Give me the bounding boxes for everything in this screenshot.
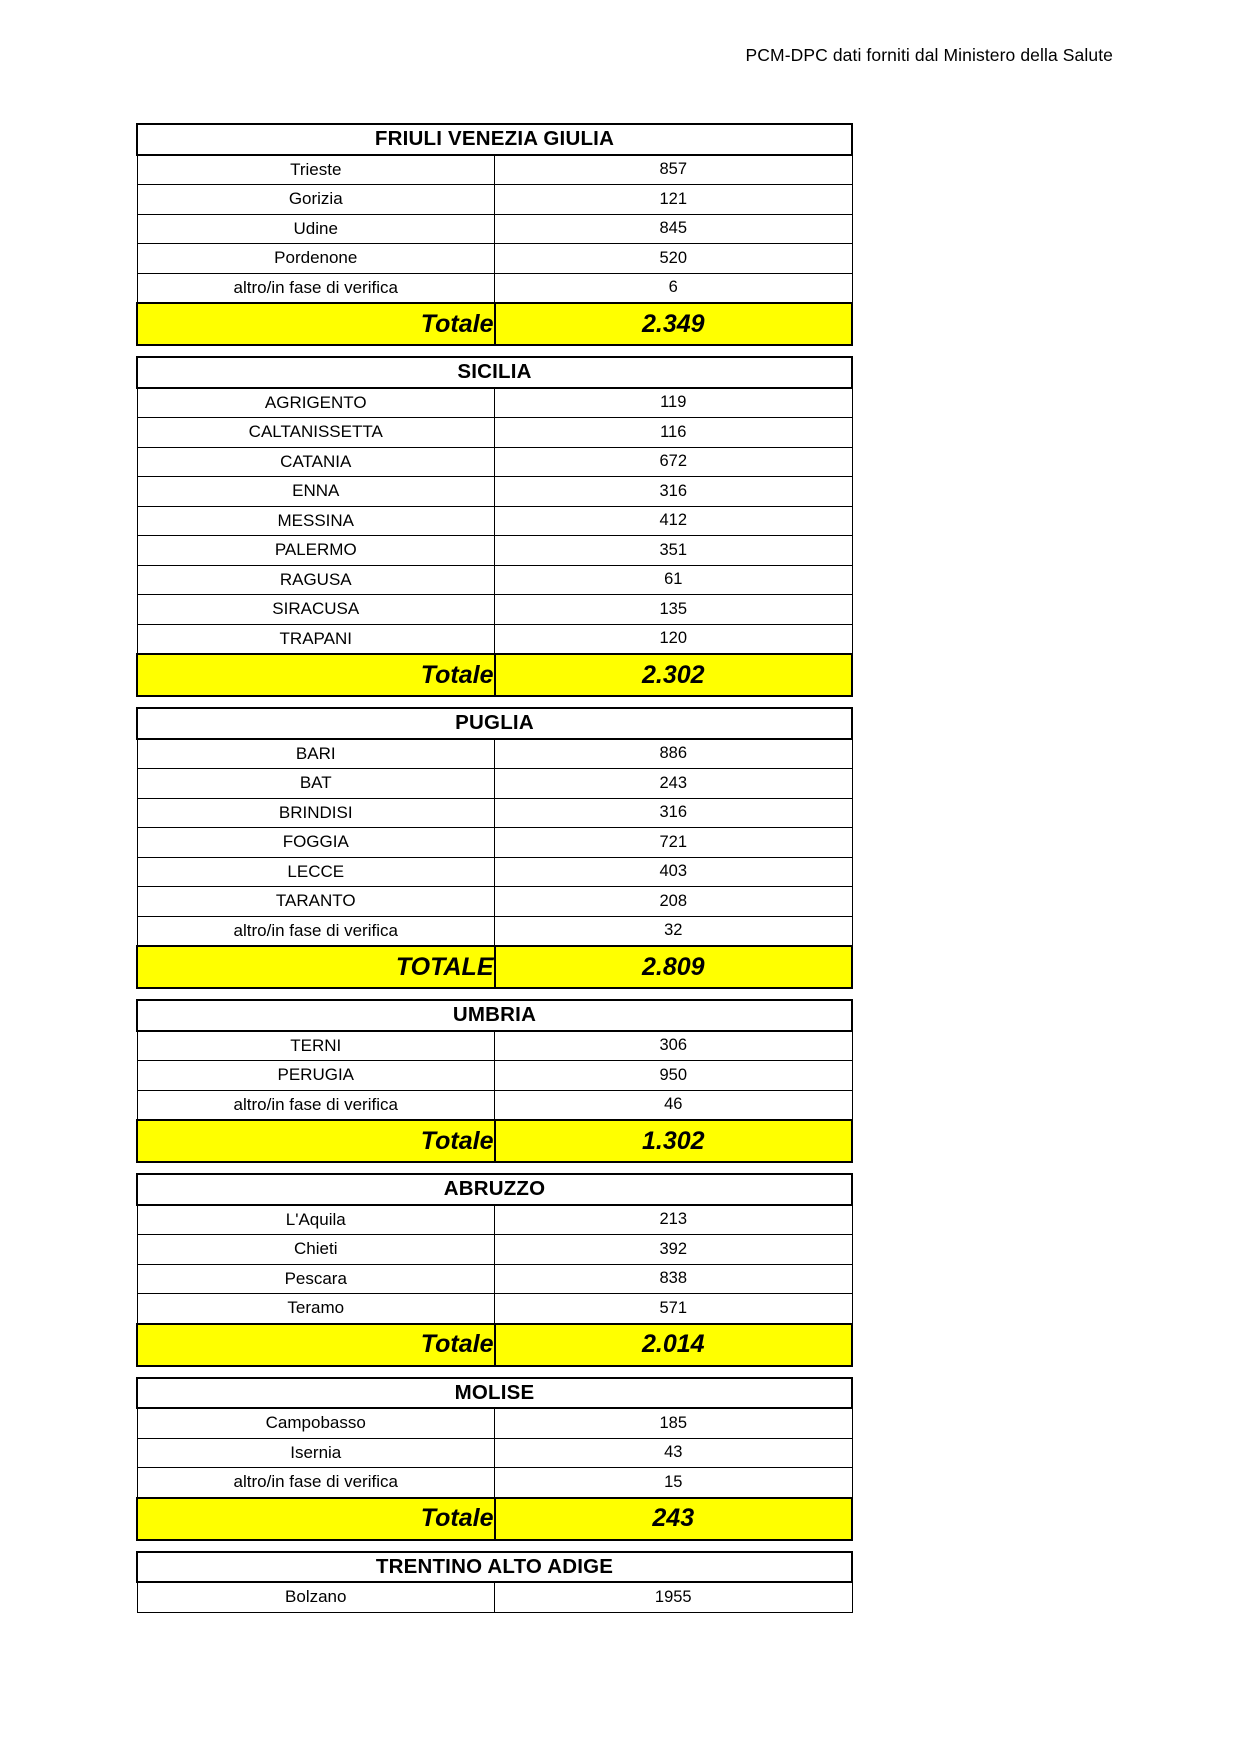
region-title-row xyxy=(137,708,852,739)
region-table xyxy=(136,1377,853,1541)
table-row xyxy=(137,418,852,448)
region-total-label: Totale xyxy=(137,303,495,345)
region-table xyxy=(136,707,853,989)
table-row xyxy=(137,244,852,274)
region-total-row xyxy=(137,1120,852,1162)
province-name: LECCE xyxy=(137,857,495,887)
province-value: 886 xyxy=(495,739,853,769)
table-row xyxy=(137,1264,852,1294)
province-name: AGRIGENTO xyxy=(137,388,495,418)
region-total-row xyxy=(137,1324,852,1366)
region-title: MOLISE xyxy=(137,1378,852,1409)
province-value: 950 xyxy=(495,1061,853,1091)
region-title: PUGLIA xyxy=(137,708,852,739)
province-value: 43 xyxy=(495,1438,853,1468)
table-row xyxy=(137,916,852,946)
province-value: 306 xyxy=(495,1031,853,1061)
province-name: altro/in fase di verifica xyxy=(137,1468,495,1498)
region-total-row xyxy=(137,654,852,696)
province-value: 721 xyxy=(495,828,853,858)
province-name: altro/in fase di verifica xyxy=(137,273,495,303)
province-value: 120 xyxy=(495,624,853,654)
province-value: 316 xyxy=(495,798,853,828)
table-row xyxy=(137,506,852,536)
table-row xyxy=(137,887,852,917)
region-total-label: Totale xyxy=(137,654,495,696)
table-row xyxy=(137,477,852,507)
province-value: 208 xyxy=(495,887,853,917)
table-row xyxy=(137,769,852,799)
province-name: BAT xyxy=(137,769,495,799)
table-row xyxy=(137,1438,852,1468)
province-name: altro/in fase di verifica xyxy=(137,916,495,946)
province-name: altro/in fase di verifica xyxy=(137,1090,495,1120)
region-title-row xyxy=(137,1378,852,1409)
region-table xyxy=(136,356,853,697)
region-title: SICILIA xyxy=(137,357,852,388)
province-name: ENNA xyxy=(137,477,495,507)
region-title-row xyxy=(137,357,852,388)
province-value: 412 xyxy=(495,506,853,536)
province-value: 135 xyxy=(495,595,853,625)
province-value: 15 xyxy=(495,1468,853,1498)
table-row xyxy=(137,388,852,418)
region-total-value: 1.302 xyxy=(495,1120,853,1162)
province-value: 185 xyxy=(495,1408,853,1438)
province-name: Bolzano xyxy=(137,1582,495,1612)
province-value: 857 xyxy=(495,155,853,185)
region-title: UMBRIA xyxy=(137,1000,852,1031)
table-row xyxy=(137,1061,852,1091)
province-name: Pordenone xyxy=(137,244,495,274)
province-value: 392 xyxy=(495,1235,853,1265)
province-name: SIRACUSA xyxy=(137,595,495,625)
region-table xyxy=(136,123,853,346)
province-value: 316 xyxy=(495,477,853,507)
region-table xyxy=(136,1551,853,1613)
region-total-value: 2.349 xyxy=(495,303,853,345)
region-total-value: 2.302 xyxy=(495,654,853,696)
province-value: 116 xyxy=(495,418,853,448)
province-value: 571 xyxy=(495,1294,853,1324)
table-row xyxy=(137,185,852,215)
table-row xyxy=(137,828,852,858)
region-table xyxy=(136,1173,853,1367)
province-value: 213 xyxy=(495,1205,853,1235)
province-value: 32 xyxy=(495,916,853,946)
province-name: Udine xyxy=(137,214,495,244)
province-value: 6 xyxy=(495,273,853,303)
province-name: CATANIA xyxy=(137,447,495,477)
province-name: Trieste xyxy=(137,155,495,185)
table-row xyxy=(137,624,852,654)
table-row xyxy=(137,273,852,303)
province-name: CALTANISSETTA xyxy=(137,418,495,448)
region-total-value: 243 xyxy=(495,1498,853,1540)
province-value: 46 xyxy=(495,1090,853,1120)
region-total-label: Totale xyxy=(137,1324,495,1366)
table-row xyxy=(137,1235,852,1265)
region-total-row xyxy=(137,1498,852,1540)
table-row xyxy=(137,155,852,185)
province-name: TARANTO xyxy=(137,887,495,917)
region-title-row xyxy=(137,1000,852,1031)
region-total-label: TOTALE xyxy=(137,946,495,988)
region-title-row xyxy=(137,124,852,155)
table-row xyxy=(137,447,852,477)
table-row xyxy=(137,1294,852,1324)
region-title-row xyxy=(137,1552,852,1583)
province-value: 520 xyxy=(495,244,853,274)
province-name: PERUGIA xyxy=(137,1061,495,1091)
table-row xyxy=(137,536,852,566)
region-total-label: Totale xyxy=(137,1498,495,1540)
region-total-value: 2.014 xyxy=(495,1324,853,1366)
province-name: Campobasso xyxy=(137,1408,495,1438)
table-row xyxy=(137,1090,852,1120)
table-row xyxy=(137,857,852,887)
province-name: MESSINA xyxy=(137,506,495,536)
region-title: FRIULI VENEZIA GIULIA xyxy=(137,124,852,155)
province-name: TRAPANI xyxy=(137,624,495,654)
table-row xyxy=(137,595,852,625)
region-title: ABRUZZO xyxy=(137,1174,852,1205)
region-total-label: Totale xyxy=(137,1120,495,1162)
province-name: BARI xyxy=(137,739,495,769)
table-row xyxy=(137,798,852,828)
province-value: 845 xyxy=(495,214,853,244)
table-row xyxy=(137,565,852,595)
region-total-row xyxy=(137,303,852,345)
province-name: Isernia xyxy=(137,1438,495,1468)
region-total-row xyxy=(137,946,852,988)
region-title: TRENTINO ALTO ADIGE xyxy=(137,1552,852,1583)
province-name: TERNI xyxy=(137,1031,495,1061)
province-name: PALERMO xyxy=(137,536,495,566)
province-name: L'Aquila xyxy=(137,1205,495,1235)
table-row xyxy=(137,1468,852,1498)
province-value: 838 xyxy=(495,1264,853,1294)
region-title-row xyxy=(137,1174,852,1205)
table-row xyxy=(137,739,852,769)
province-name: Chieti xyxy=(137,1235,495,1265)
province-value: 351 xyxy=(495,536,853,566)
province-value: 119 xyxy=(495,388,853,418)
table-row xyxy=(137,1031,852,1061)
province-name: RAGUSA xyxy=(137,565,495,595)
province-value: 61 xyxy=(495,565,853,595)
region-total-value: 2.809 xyxy=(495,946,853,988)
province-name: BRINDISI xyxy=(137,798,495,828)
table-row xyxy=(137,214,852,244)
province-value: 403 xyxy=(495,857,853,887)
province-value: 121 xyxy=(495,185,853,215)
table-row xyxy=(137,1205,852,1235)
province-value: 1955 xyxy=(495,1582,853,1612)
table-row xyxy=(137,1582,852,1612)
region-table xyxy=(136,999,853,1163)
province-value: 672 xyxy=(495,447,853,477)
province-name: FOGGIA xyxy=(137,828,495,858)
page-header-note: PCM-DPC dati forniti dal Ministero della Salute xyxy=(745,45,1113,65)
regions-tables-container xyxy=(136,123,853,1623)
province-name: Gorizia xyxy=(137,185,495,215)
province-name: Pescara xyxy=(137,1264,495,1294)
table-row xyxy=(137,1408,852,1438)
province-value: 243 xyxy=(495,769,853,799)
province-name: Teramo xyxy=(137,1294,495,1324)
